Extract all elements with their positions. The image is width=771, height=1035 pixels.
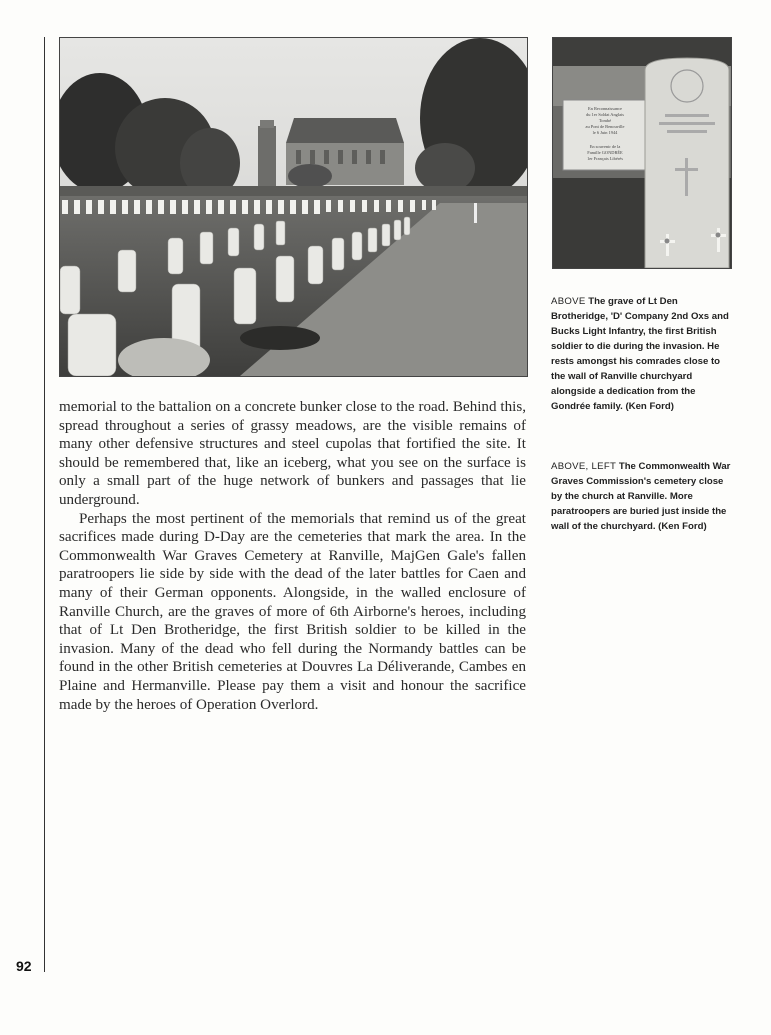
- plaque-line: du 1er Soldat Anglais: [586, 112, 624, 117]
- plaque-line: En Reconnaissance: [587, 106, 623, 111]
- plaque-line: au Pont de Benouville: [585, 124, 625, 129]
- caption-lead: ABOVE, LEFT: [551, 461, 617, 472]
- plaque-line: Tombé: [598, 118, 612, 123]
- grave-photo: [552, 37, 732, 269]
- page-number: 92: [16, 958, 32, 974]
- cemetery-photo: [59, 37, 528, 377]
- plaque-line: En souvenir de la: [589, 144, 621, 149]
- plaque-line: 1er Français Libérés: [587, 156, 623, 161]
- article-body: [59, 398, 526, 714]
- caption-lead: ABOVE: [551, 296, 586, 307]
- paragraph: memorial to the battalion on a concrete bunker close to the road. Behind this, spread throughout a series of grassy meadows, are the visible remains of many other defensive structures and steel cupolas that fortified the site. It should be remembered that, like an iceberg, what you see on the surface is only a small part of the huge network of bunkers and passages that lie underground.: [59, 399, 526, 508]
- plaque-line: le 6 Juin 1944: [592, 130, 618, 135]
- caption-text: The grave of Lt Den Brotheridge, 'D' Company 2nd Oxs and Bucks Light Infantry, the first British soldier to die during the invasion. He rests amongst his comrades close to the wall of Ranville churchyard alongside a dedication from the Gondrée family. (Ken Ford): [551, 296, 729, 412]
- paragraph: Perhaps the most pertinent of the memorials that remind us of the great sacrifices made during D-Day are the cemeteries that mark the area. In the Commonwealth War Graves Cemetery at Ranville, MajGen Gale's fallen paratroopers lie side by side with the dead of the later battles for Caen and many of their German opponents. Alongside, in the walled enclosure of Ranville Church, are the graves of more of 6th Airborne's heroes, including that of Lt Den Brotheridge, the first British soldier to be killed in the invasion. Many of the dead who fell during the Normandy battles can be found in the other British cemeteries at Douvres La Déliverande, Cambes en Plaine and Hermanville. Please pay them a visit and honour the sacrifice made by the heroes of Operation Overlord.: [59, 510, 526, 713]
- caption-grave: [551, 294, 733, 414]
- caption-cemetery: [551, 459, 733, 534]
- caption-text: The Commonwealth War Graves Commission's cemetery close by the church at Ranville. More paratroopers are buried just inside the wall of the churchyard. (Ken Ford): [551, 461, 731, 532]
- margin-rule: [44, 37, 45, 972]
- plaque-line: Famille GONDRÉE: [587, 150, 623, 155]
